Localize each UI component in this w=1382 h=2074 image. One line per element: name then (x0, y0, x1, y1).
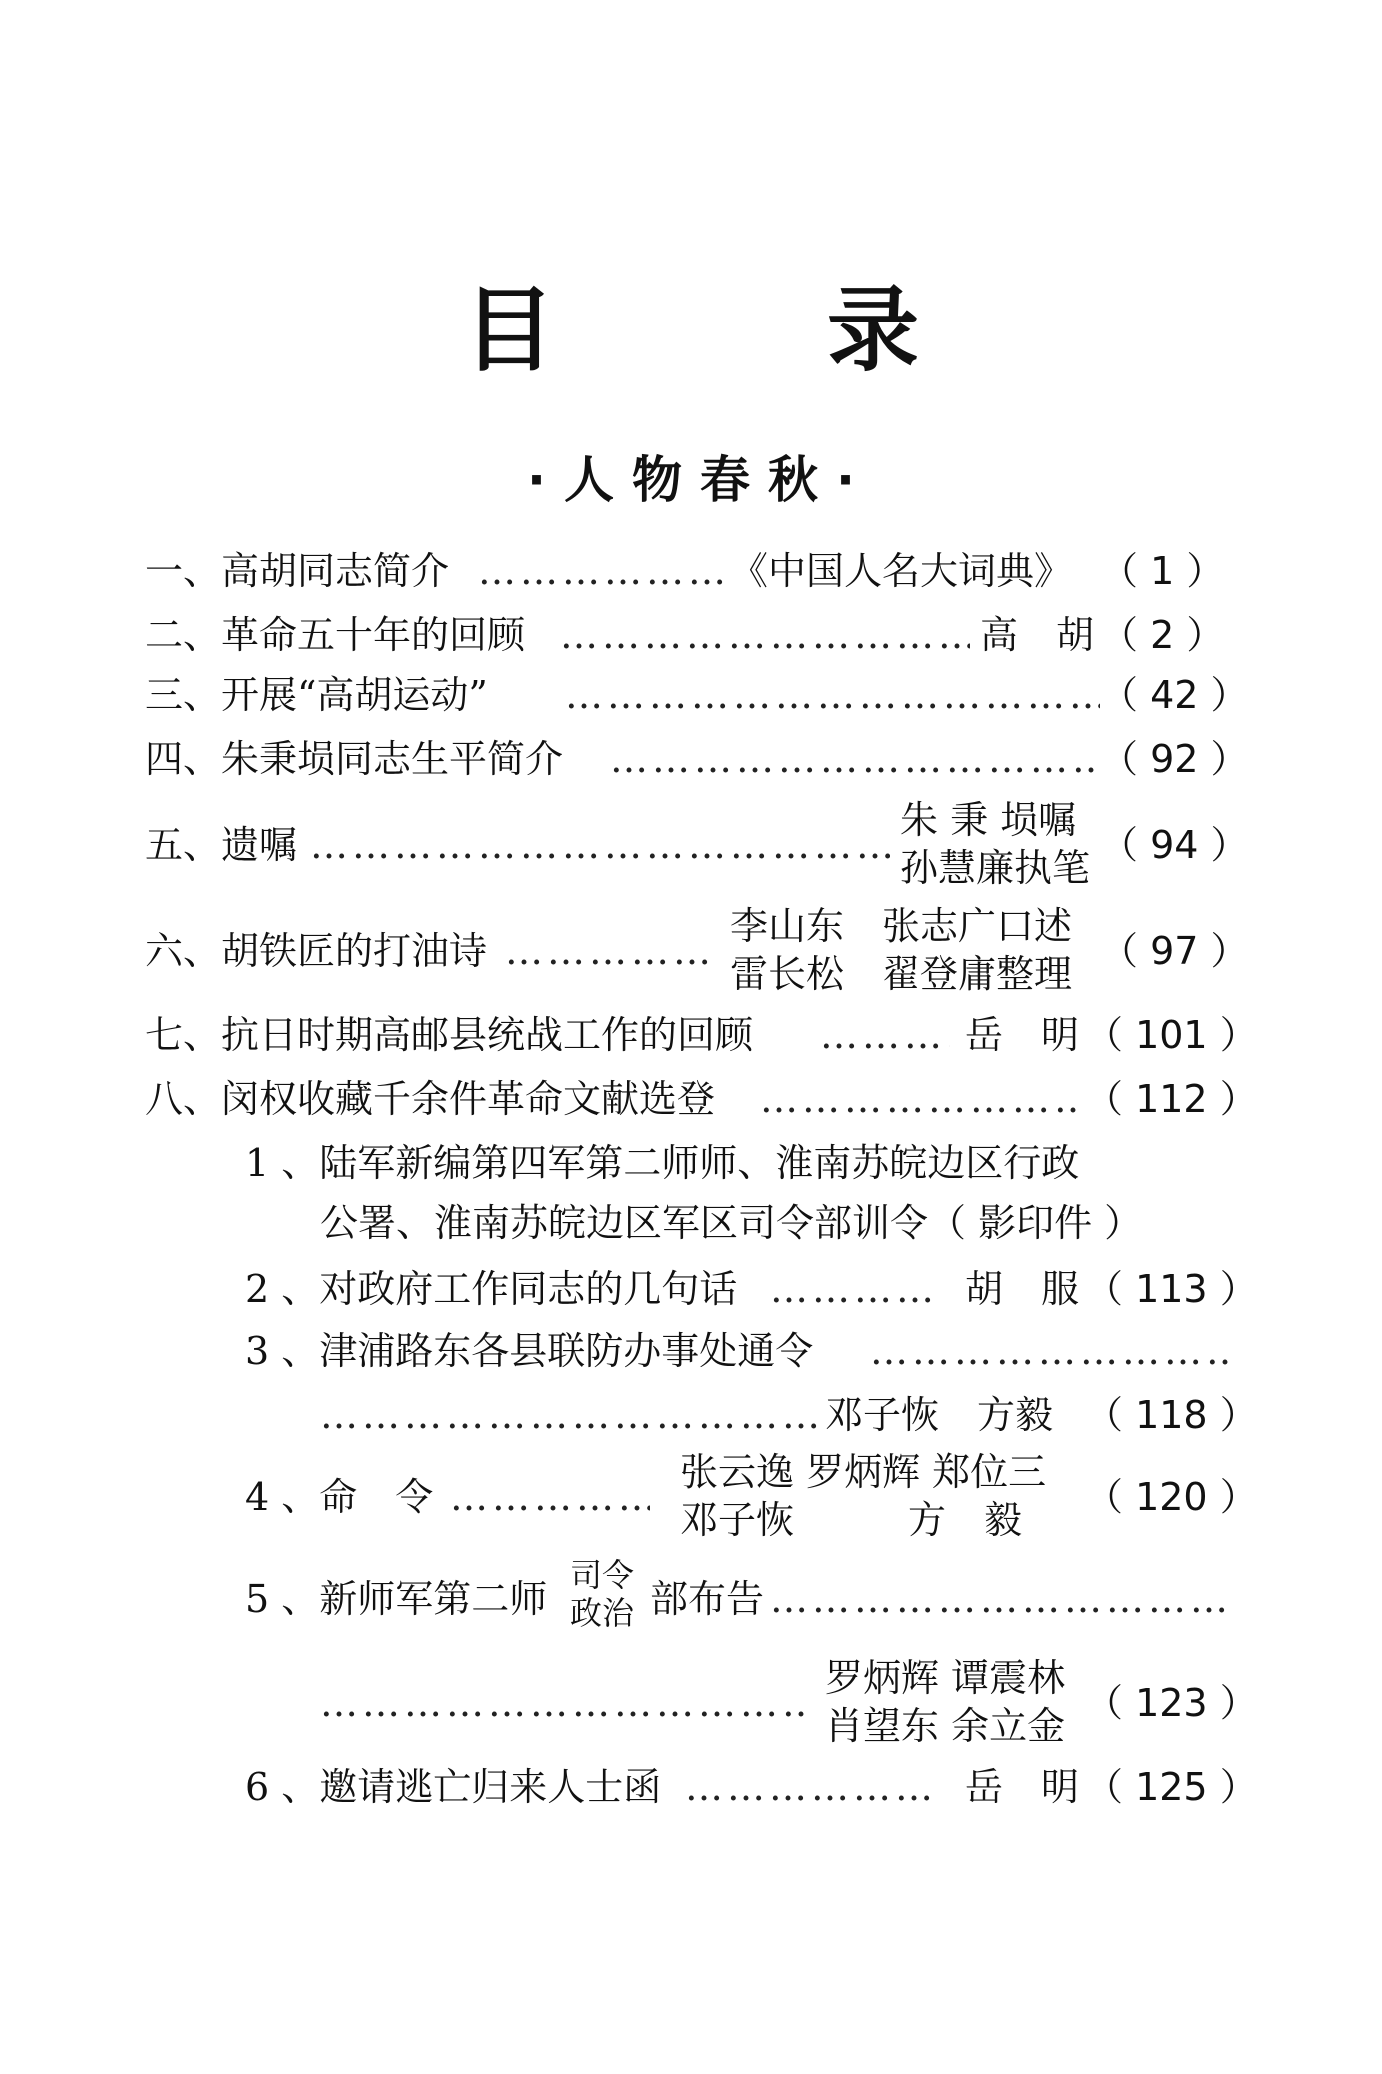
label-stack-line: 政治 (570, 1594, 635, 1632)
toc-entry-label[interactable]: 四、朱秉埙同志生平简介 (145, 737, 564, 781)
author-line: 罗炳辉 谭震林 (825, 1656, 1066, 1700)
sub-entry-author: 岳 明 (965, 1765, 1080, 1809)
sub-entry-author-stack (680, 1448, 1046, 1544)
author-line: 李山东 张志广口述 (730, 904, 1073, 948)
label-stack-line: 司令 (570, 1556, 635, 1594)
leader-dots (320, 1680, 810, 1726)
leader-dots (820, 1012, 950, 1058)
leader-dots (320, 1392, 820, 1438)
toc-entry-label[interactable]: 六、胡铁匠的打油诗 (145, 929, 488, 973)
toc-entry-author-stack (900, 796, 1090, 892)
leader-dots (760, 1076, 1080, 1122)
sub-entry-page[interactable]: （ 118 ） (1085, 1393, 1258, 1437)
leader-dots (505, 928, 715, 974)
sub-entry-label[interactable]: 3 、津浦路东各县联防办事处通令 (245, 1329, 814, 1373)
page-title: 目 录 (462, 277, 1040, 384)
author-line: 朱 秉 埙嘱 (900, 798, 1077, 842)
sub-entry-page[interactable]: （ 125 ） (1085, 1765, 1258, 1809)
toc-entry-label[interactable]: 三、开展“高胡运动” (145, 673, 488, 717)
toc-entry-page[interactable]: （ 101 ） (1085, 1013, 1258, 1057)
leader-dots (478, 548, 730, 594)
sub-entry-label-continued[interactable]: 公署、淮南苏皖边区军区司令部训令（ 影印件 ） (320, 1201, 1143, 1245)
sub-entry-label-suffix[interactable]: 部布告 (650, 1577, 765, 1621)
leader-dots (450, 1474, 650, 1520)
author-line: 雷长松 翟登庸整理 (730, 952, 1073, 996)
toc-entry-label[interactable]: 二、革命五十年的回顾 (145, 613, 526, 657)
toc-entry-page[interactable]: （ 94 ） (1100, 823, 1249, 867)
toc-entry-page[interactable]: （ 97 ） (1100, 929, 1249, 973)
leader-dots (870, 1328, 1230, 1374)
leader-dots (310, 822, 890, 868)
section-title: ·人物春秋· (527, 451, 873, 509)
sub-entry-label[interactable]: 1 、陆军新编第四军第二师师、淮南苏皖边区行政 (245, 1141, 1080, 1185)
author-line: 张云逸 罗炳辉 郑位三 (680, 1450, 1047, 1494)
sub-entry-page[interactable]: （ 120 ） (1085, 1475, 1258, 1519)
toc-entry-author: 高 胡 (980, 613, 1095, 657)
toc-entry-label[interactable]: 五、遗嘱 (145, 823, 298, 867)
leader-dots (610, 736, 1100, 782)
author-line: 肖望东 余立金 (825, 1704, 1066, 1748)
toc-entry-author: 岳 明 (965, 1013, 1080, 1057)
leader-dots (565, 672, 1100, 718)
author-line: 邓子恢 方 毅 (680, 1498, 1023, 1542)
toc-entry-author-stack (730, 902, 1072, 998)
toc-entry-page[interactable]: （ 1 ） (1100, 549, 1225, 593)
sub-entry-page[interactable]: （ 123 ） (1085, 1681, 1258, 1725)
sub-entry-label[interactable]: 6 、邀请逃亡归来人士函 (245, 1765, 662, 1809)
sub-entry-page[interactable]: （ 113 ） (1085, 1267, 1258, 1311)
sub-entry-label-stack (570, 1556, 634, 1632)
toc-entry-author: 《中国人名大词典》 (730, 549, 1073, 593)
toc-entry-label[interactable]: 八、闵权收藏千余件革命文献选登 (145, 1077, 716, 1121)
leader-dots (770, 1576, 1230, 1622)
author-line: 孙慧廉执笔 (900, 846, 1091, 890)
leader-dots (770, 1266, 940, 1312)
leader-dots (560, 612, 970, 658)
sub-entry-label[interactable]: 5 、新师军第二师 (245, 1577, 548, 1621)
toc-entry-label[interactable]: 七、抗日时期高邮县统战工作的回顾 (145, 1013, 754, 1057)
sub-entry-label[interactable]: 2 、对政府工作同志的几句话 (245, 1267, 738, 1311)
toc-entry-label[interactable]: 一、高胡同志简介 (145, 549, 450, 593)
sub-entry-author: 邓子恢 方毅 (825, 1393, 1054, 1437)
toc-entry-page[interactable]: （ 2 ） (1100, 613, 1225, 657)
sub-entry-author: 胡 服 (965, 1267, 1080, 1311)
sub-entry-author-stack (825, 1654, 1065, 1750)
toc-entry-page[interactable]: （ 42 ） (1100, 673, 1249, 717)
toc-entry-page[interactable]: （ 112 ） (1085, 1077, 1258, 1121)
sub-entry-label[interactable]: 4 、命 令 (245, 1475, 434, 1519)
toc-entry-page[interactable]: （ 92 ） (1100, 737, 1249, 781)
leader-dots (685, 1764, 940, 1810)
